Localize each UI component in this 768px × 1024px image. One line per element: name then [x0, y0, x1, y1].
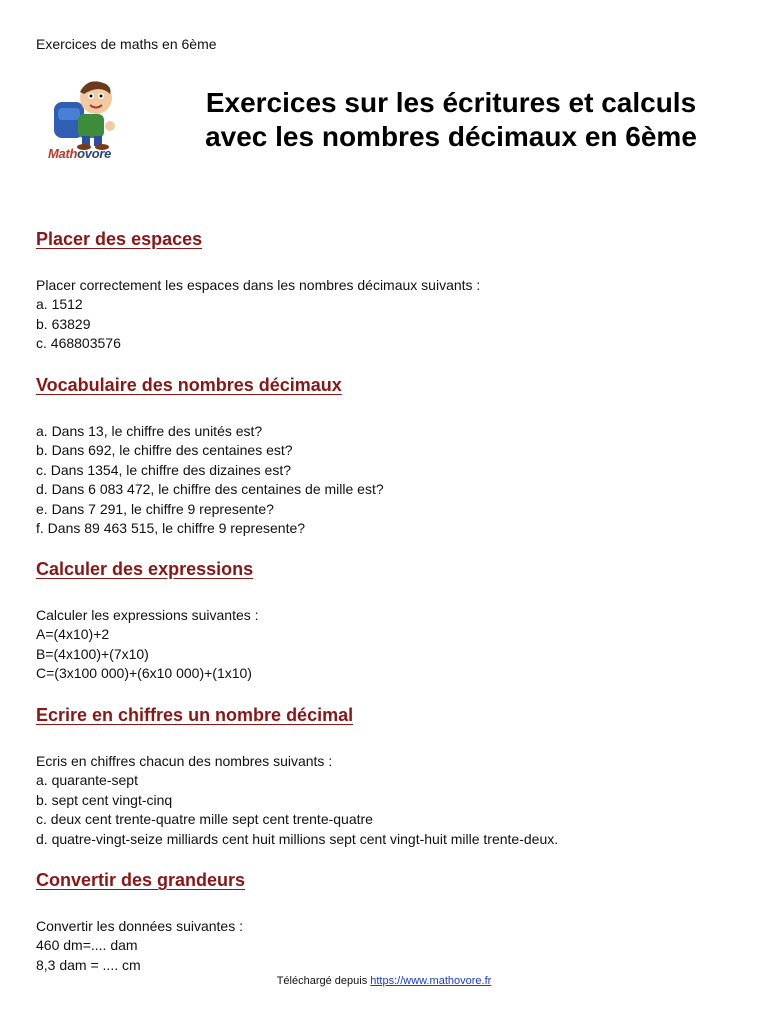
text-line: d. Dans 6 083 472, le chiffre des centaines de mille est?	[36, 481, 384, 498]
text-line: f. Dans 89 463 515, le chiffre 9 represente?	[36, 520, 306, 537]
text-line: a. Dans 13, le chiffre des unités est?	[36, 423, 263, 439]
text-line: Convertir les données suivantes :	[36, 918, 243, 934]
section-body-convertir	[36, 917, 243, 975]
text-line: c. 468803576	[36, 335, 121, 352]
section-body-placer-espaces	[36, 276, 480, 354]
text-line: Placer correctement les espaces dans les nombres décimaux suivants :	[36, 277, 481, 293]
page-title-line-2: avec les nombres décimaux en 6ème	[205, 121, 697, 152]
section-body-ecrire-chiffres	[36, 752, 558, 849]
text-line: 460 dm=.... dam	[36, 937, 138, 954]
text-line: c. deux cent trente-quatre mille sept cent trente-quatre	[36, 811, 373, 828]
footer-site-link[interactable]: https://www.mathovore.fr	[370, 975, 492, 987]
section-body-vocabulaire	[36, 422, 384, 538]
section-heading-calculer: Calculer des expressions	[36, 559, 254, 579]
section-heading-placer-espaces: Placer des espaces	[36, 229, 203, 249]
footer	[0, 975, 768, 987]
footer-prefix: Téléchargé depuis	[276, 975, 371, 987]
text-line: 8,3 dam = .... cm	[36, 956, 141, 973]
section-body-calculer	[36, 606, 259, 684]
section-heading-ecrire-chiffres: Ecrire en chiffres un nombre décimal	[36, 705, 354, 725]
text-line: b. sept cent vingt-cinq	[36, 791, 173, 808]
text-line: B=(4x100)+(7x10)	[36, 645, 149, 662]
text-line: d. quatre-vingt-seize milliards cent huit millions sept cent vingt-huit mille trente-deux.	[36, 830, 559, 847]
text-line: e. Dans 7 291, le chiffre 9 represente?	[36, 500, 274, 517]
text-line: b. Dans 692, le chiffre des centaines est?	[36, 442, 293, 459]
mathovore-logo	[44, 74, 144, 170]
section-heading-convertir: Convertir des grandeurs	[36, 870, 246, 890]
text-line: A=(4x10)+2	[36, 626, 110, 643]
text-line: b. 63829	[36, 315, 91, 332]
text-line: a. 1512	[36, 296, 83, 313]
page-title	[166, 86, 736, 154]
section-heading-vocabulaire: Vocabulaire des nombres décimaux	[36, 375, 342, 395]
page-title-line-1: Exercices sur les écritures et calculs	[205, 87, 697, 118]
site-subject-header: Exercices de maths en 6ème	[36, 36, 217, 52]
logo-word-part2: ovore	[77, 146, 112, 161]
text-line: c. Dans 1354, le chiffre des dizaines est?	[36, 461, 292, 478]
logo-word-part1: Math	[48, 146, 78, 161]
logo-wordmark	[48, 146, 111, 161]
text-line: C=(3x100 000)+(6x10 000)+(1x10)	[36, 665, 252, 682]
text-line: a. quarante-sept	[36, 772, 138, 789]
text-line: Calculer les expressions suivantes :	[36, 607, 259, 623]
text-line: Ecris en chiffres chacun des nombres suivants :	[36, 753, 333, 769]
